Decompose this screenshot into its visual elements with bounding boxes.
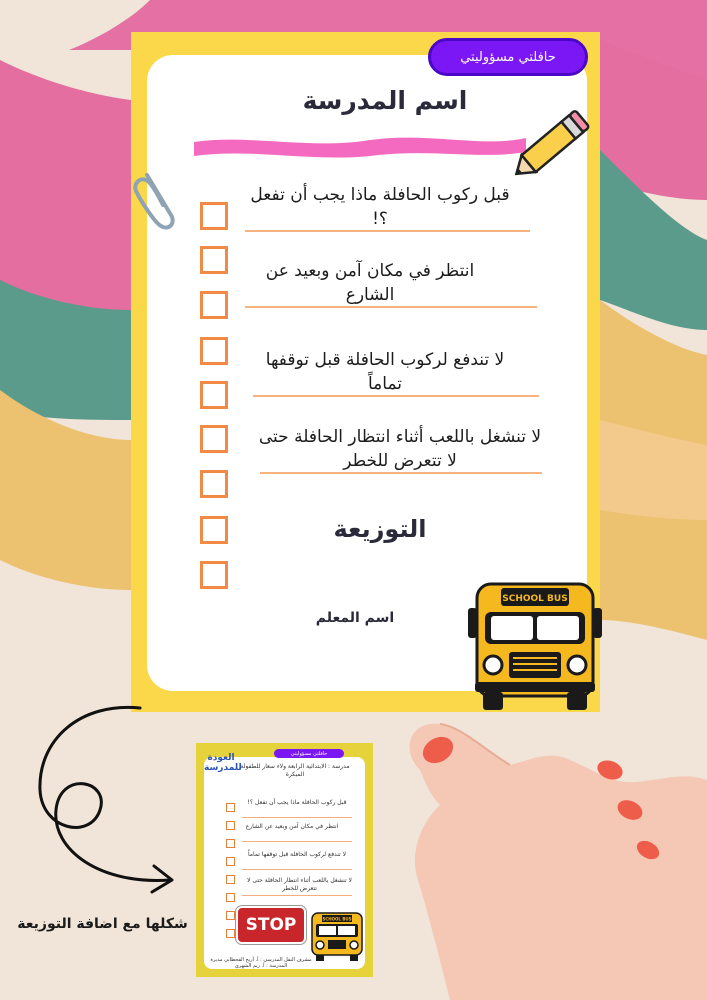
header-badge: حافلتي مسؤوليتي bbox=[428, 38, 588, 76]
checklist-underline-3 bbox=[253, 395, 539, 397]
preview-title: العودة للمدرسة bbox=[204, 753, 242, 773]
checklist-underline-2 bbox=[245, 306, 537, 308]
checklist-underline-1 bbox=[245, 230, 530, 232]
pink-brush-stroke bbox=[190, 130, 530, 162]
checkbox-2[interactable] bbox=[200, 246, 228, 274]
preview-checkbox bbox=[226, 839, 235, 848]
checkbox-3[interactable] bbox=[200, 291, 228, 319]
teacher-name-label: اسم المعلم bbox=[315, 610, 395, 626]
school-bus-icon bbox=[465, 580, 605, 715]
preview-line-1 bbox=[242, 817, 352, 818]
checkbox-4[interactable] bbox=[200, 337, 228, 365]
preview-checkbox bbox=[226, 857, 235, 866]
preview-checkbox bbox=[226, 803, 235, 812]
preview-checkbox bbox=[226, 911, 235, 920]
checkbox-7[interactable] bbox=[200, 470, 228, 498]
preview-checkbox bbox=[226, 821, 235, 830]
preview-line-4 bbox=[242, 895, 352, 896]
checkbox-1[interactable] bbox=[200, 202, 228, 230]
checkbox-9[interactable] bbox=[200, 561, 228, 589]
checkbox-5[interactable] bbox=[200, 381, 228, 409]
pencil-icon bbox=[505, 105, 595, 190]
preview-line-2 bbox=[242, 841, 352, 842]
preview-checkbox bbox=[226, 929, 235, 938]
curved-arrow-icon bbox=[20, 700, 200, 910]
preview-school-line: مدرسة : الابتدائية الرابعة ولاء سعار للطفولة المبكرة bbox=[240, 763, 350, 778]
paper-clip-icon bbox=[133, 165, 183, 235]
distribution-title: التوزيعة bbox=[333, 515, 427, 543]
stop-sign: STOP bbox=[236, 906, 306, 944]
checkbox-8[interactable] bbox=[200, 516, 228, 544]
preview-badge: حافلتي مسؤوليتي bbox=[274, 749, 344, 758]
school-name-title: اسم المدرسة bbox=[302, 86, 468, 115]
hand-illustration bbox=[390, 710, 707, 1000]
preview-bus-sign: SCHOOL BUS bbox=[322, 916, 352, 922]
preview-school-bus-icon bbox=[308, 911, 366, 961]
preview-item-2: انتظر في مكان آمن وبعيد عن الشارع bbox=[245, 823, 339, 830]
printed-preview-photo bbox=[196, 743, 373, 977]
preview-checkbox bbox=[226, 875, 235, 884]
checklist-underline-4 bbox=[260, 472, 542, 474]
preview-item-3: لا تندفع لركوب الحافلة قبل توقفها تماماً bbox=[247, 851, 347, 858]
checkbox-6[interactable] bbox=[200, 425, 228, 453]
bus-sign-text: SCHOOL BUS bbox=[502, 594, 568, 604]
checklist-item-3: لا تندفع لركوب الحافلة قبل توقفها تماماً bbox=[265, 350, 505, 394]
preview-checkbox bbox=[226, 893, 235, 902]
preview-item-1: قبل ركوب الحافلة ماذا يجب أن تفعل ؟! bbox=[247, 799, 347, 806]
checklist-item-4: لا تنشغل باللعب أثناء انتظار الحافلة حتى لا تتعرض للخطر bbox=[258, 427, 542, 471]
preview-caption: شكلها مع اضافة التوزيعة bbox=[17, 916, 188, 932]
preview-footer: مشرف النقل المدرسي : أ. أريج القحطاني مديرة المدرسة : أ. ريم الشهري bbox=[210, 957, 312, 969]
checklist-item-1: قبل ركوب الحافلة ماذا يجب أن تفعل ؟! bbox=[250, 185, 510, 229]
preview-line-3 bbox=[242, 869, 352, 870]
checklist-item-2: انتظر في مكان آمن وبعيد عن الشارع bbox=[265, 261, 475, 305]
preview-item-4: لا تنشغل باللعب أثناء انتظار الحافلة حتى لا تتعرض للخطر bbox=[247, 877, 352, 892]
